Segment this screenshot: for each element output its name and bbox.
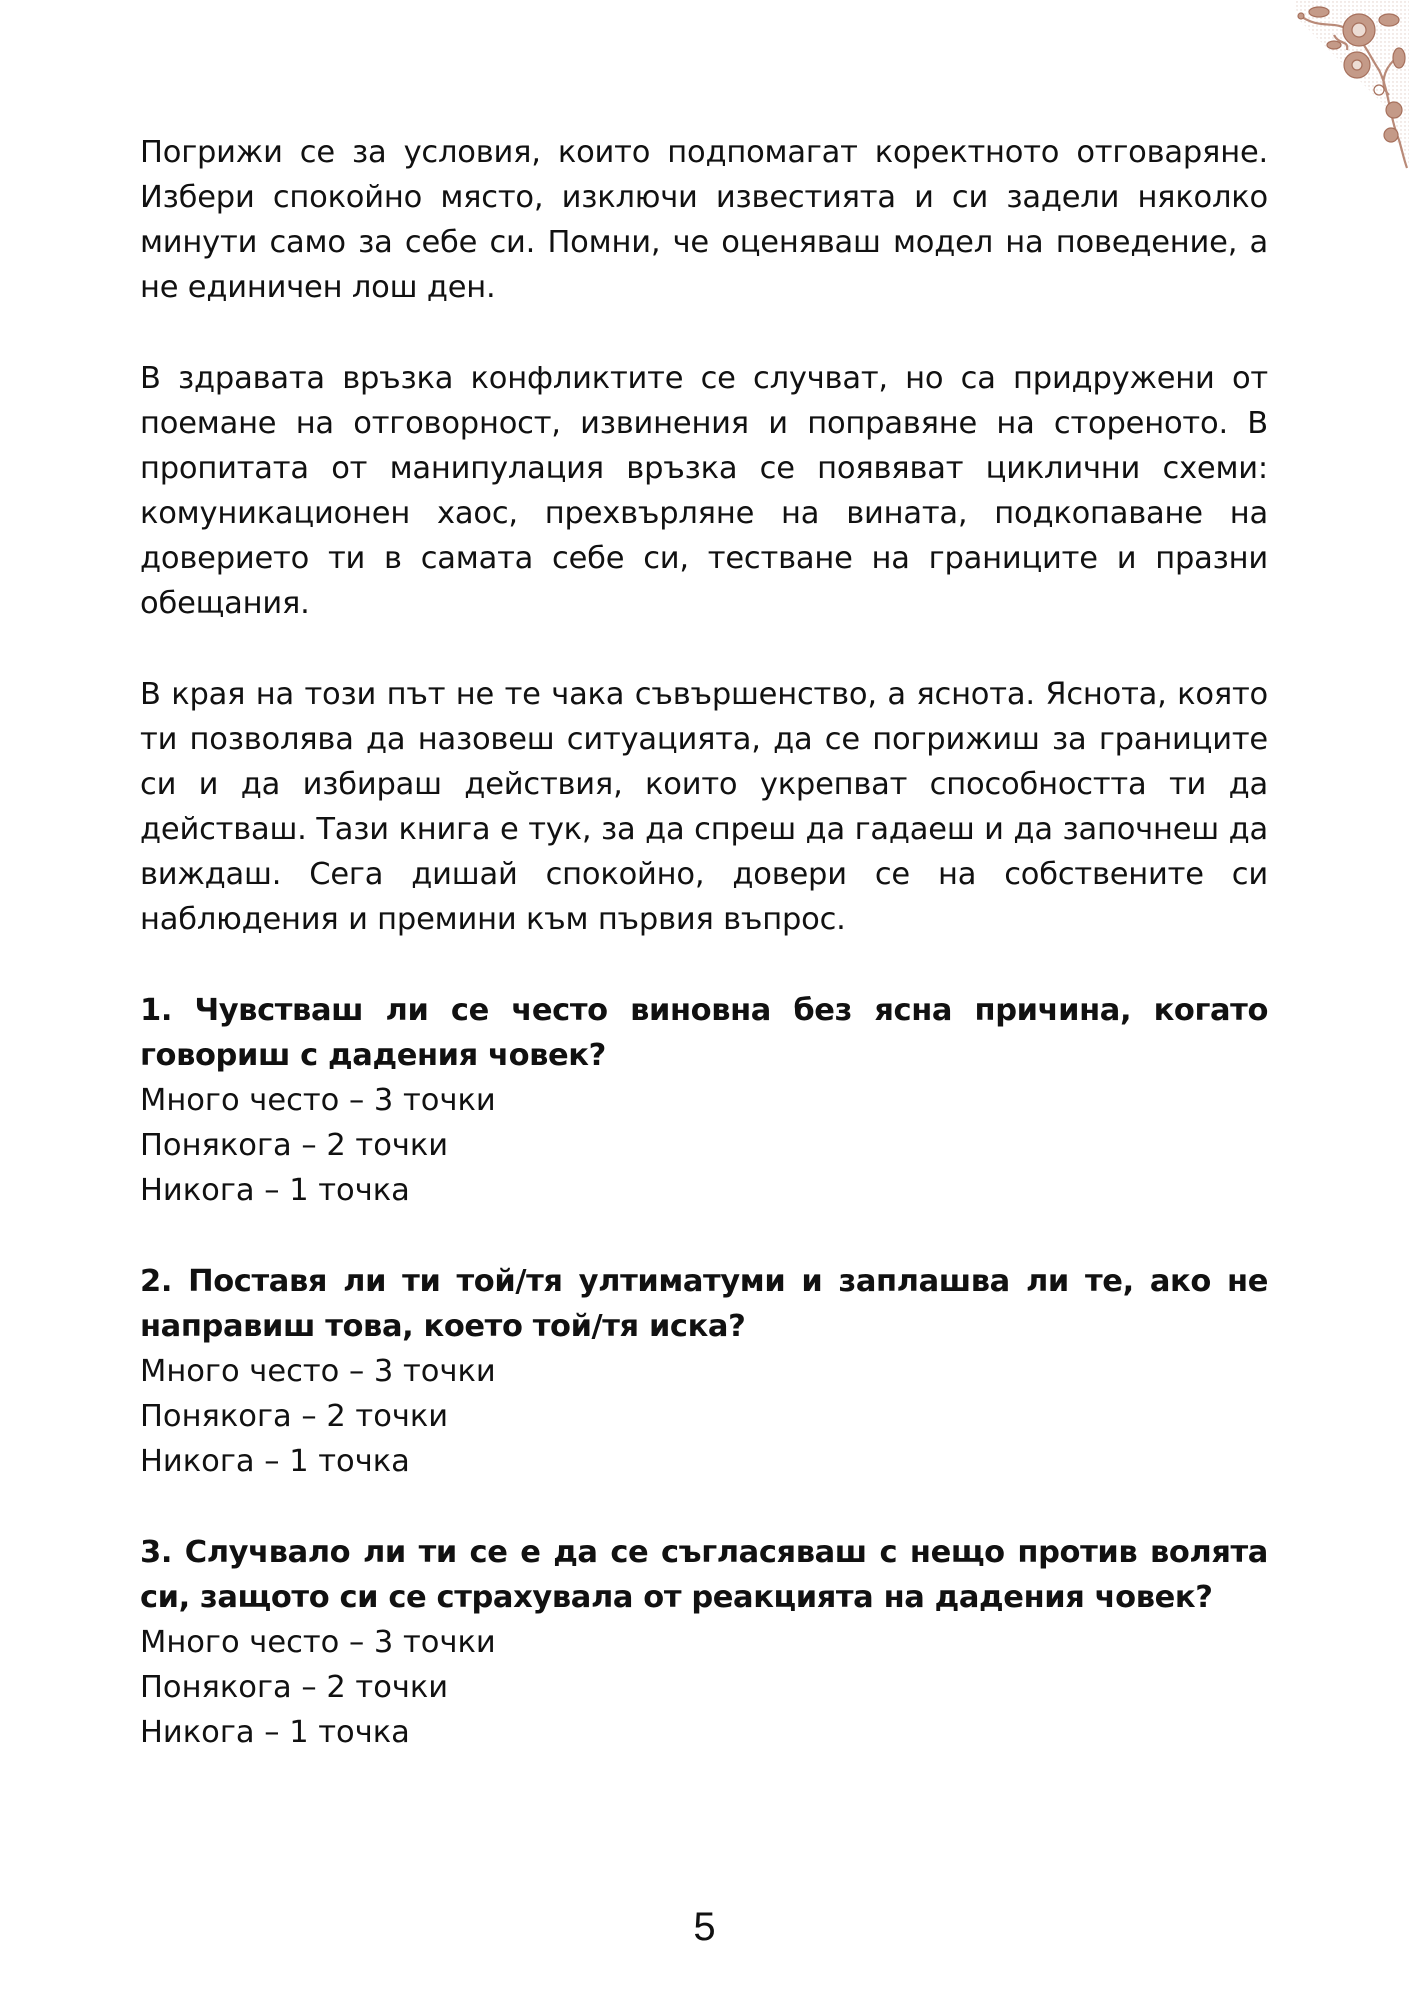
question-1 bbox=[140, 988, 1268, 1213]
answer-option: Понякога – 2 точки bbox=[140, 1670, 449, 1705]
question-2 bbox=[140, 1259, 1268, 1484]
question-title: 1. Чувстваш ли се често виновна без ясна причина, когато говориш с дадения човек? bbox=[140, 993, 1268, 1073]
answer-option: Много често – 3 точки bbox=[140, 1625, 496, 1660]
answer-option: Понякога – 2 точки bbox=[140, 1399, 449, 1434]
question-title: 2. Поставя ли ти той/тя ултиматуми и заплашва ли те, ако не направиш това, което той/тя иска? bbox=[140, 1264, 1268, 1344]
paragraph: В края на този път не те чака съвършенство, а яснота. Яснота, която ти позволява да назовеш ситуацията, да се погрижиш за границите си и да избираш действия, които укрепват способността ти да действаш. Тази книга е тук, за да спреш да гадаеш и да започнеш да виждаш. Сега дишай спокойно, довери се на собствените си наблюдения и премини към първия въпрос. bbox=[140, 677, 1268, 937]
question-3 bbox=[140, 1530, 1268, 1755]
page-body bbox=[140, 130, 1268, 1801]
answer-option: Много често – 3 точки bbox=[140, 1354, 496, 1389]
paragraph: В здравата връзка конфликтите се случват, но са придружени от поемане на отговорност, извинения и поправяне на стореното. В пропитата от манипулация връзка се появяват циклични схеми: комуникационен хаос, прехвърляне на вината, подкопаване на доверието ти в самата себе си, тестване на границите и празни обещания. bbox=[140, 361, 1268, 621]
paragraph: Погрижи се за условия, които подпомагат коректното отговаряне. Избери спокойно място, изключи известията и си задели няколко минути само за себе си. Помни, че оценяваш модел на поведение, а не единичен лош ден. bbox=[140, 135, 1268, 305]
answer-option: Много често – 3 точки bbox=[140, 1083, 496, 1118]
answer-option: Никога – 1 точка bbox=[140, 1444, 410, 1479]
page-number: 5 bbox=[693, 1905, 716, 1949]
question-title: 3. Случвало ли ти се е да се съгласяваш с нещо против волята си, защото си се страхувала от реакцията на дадения човек? bbox=[140, 1535, 1268, 1615]
answer-option: Никога – 1 точка bbox=[140, 1715, 410, 1750]
answer-option: Никога – 1 точка bbox=[140, 1173, 410, 1208]
answer-option: Понякога – 2 точки bbox=[140, 1128, 449, 1163]
